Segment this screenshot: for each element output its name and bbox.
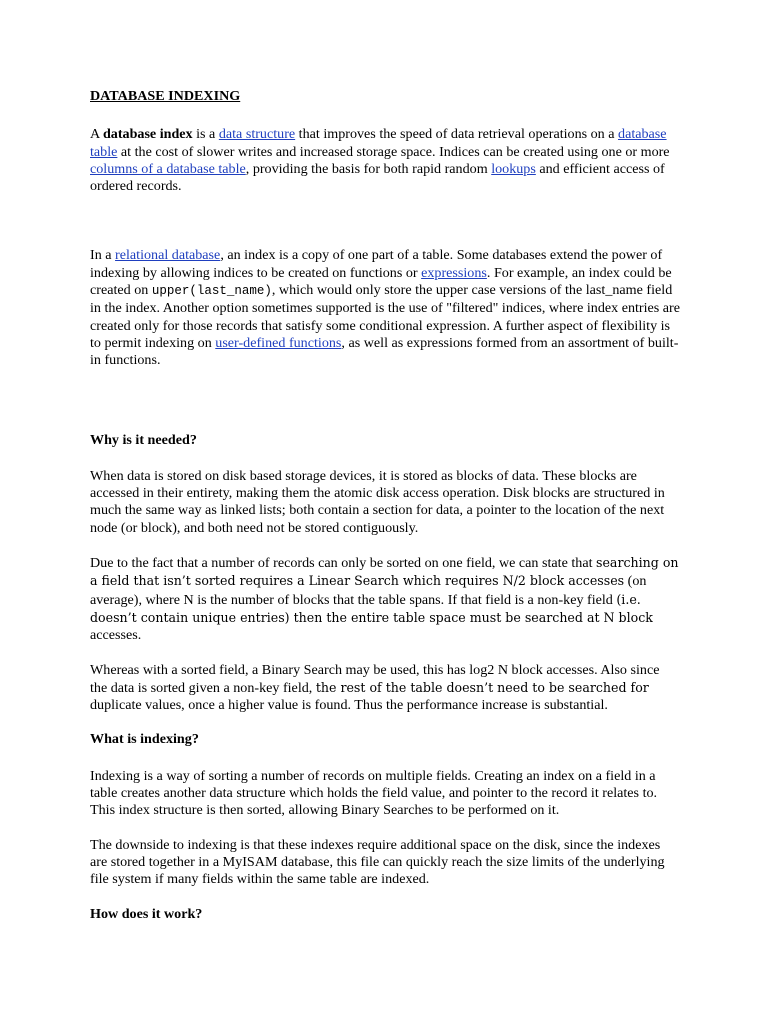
why-text: accesses. — [90, 627, 142, 644]
intro-text: and efficient access of ordered records. — [90, 160, 665, 195]
intro-bold-term: database index — [102, 126, 193, 143]
intro-text: that improves the speed of data retrieval operations on a — [295, 126, 619, 143]
code-snippet: upper(last_name) — [151, 284, 272, 299]
what-paragraph-1: Indexing is a way of sorting a number of records on multiple fields. Creating an index on a field in a table creates another data structure which holds the field value, and pointer to the record it relates to. This index structure is then sorted, allowing Binary Searches to be performed on it. — [90, 767, 658, 819]
relational-text: In a — [90, 247, 116, 264]
why-text: (on average), where N is the number of blocks that the table spans. If that field is a non-key field — [90, 573, 647, 608]
relational-text: . For example, an index could be created on — [90, 264, 672, 299]
what-paragraph-2: The downside to indexing is that these indexes require additional space on the disk, since the indexes are stored together in a MyISAM database, this file can quickly reach the size limits of the underlying file system if many fields within the same table are indexed. — [90, 836, 665, 888]
intro-text: A — [90, 126, 103, 143]
why-paragraph-1: When data is stored on disk based storage devices, it is stored as blocks of data. These blocks are accessed in their entirety, making them the atomic disk access operation. Disk blocks are structured in much the same way as linked lists; both contain a section for data, a pointer to the location of the next node (or block), and both need not be stored contiguously. — [90, 467, 665, 536]
why-text: duplicate values, once a higher value is found. Thus the performance increase is substantial. — [90, 697, 608, 714]
link-lookups[interactable]: lookups — [491, 160, 536, 177]
section-heading-why: Why is it needed? — [90, 431, 197, 448]
link-relational-database[interactable]: relational database — [115, 247, 221, 264]
intro-text: is a — [192, 126, 219, 143]
why-text: Whereas with a sorted field, a Binary Search may be used, this has log2 N block accesses. Also since the data is sorted given a non-key field, — [90, 661, 660, 696]
relational-paragraph — [90, 247, 680, 369]
relational-text: , as well as expressions formed from an assortment of built-in functions. — [90, 334, 679, 369]
why-paragraph-2 — [90, 554, 680, 644]
why-text-alt: searching on a field that isn’t sorted requires a Linear Search which requires N/2 block accesses — [90, 555, 679, 589]
intro-text: , providing the basis for both rapid random — [245, 160, 492, 177]
page-title: DATABASE INDEXING — [90, 88, 241, 104]
why-text-alt: the rest of the table doesn’t need to be searched for — [315, 679, 649, 695]
why-paragraph-3 — [90, 662, 680, 715]
relational-text: , which would only store the upper case versions of the last_name field in the index. Another option sometimes supported is the use of "filtered" indices, where index entries are created only for those records that satisfy some conditional expression. A further aspect of flexibility is to permit indexing on — [90, 282, 680, 351]
section-heading-how: How does it work? — [90, 905, 203, 922]
intro-paragraph — [90, 126, 680, 195]
why-text-alt: (i.e. doesn’t contain unique entries) then the entire table space must be searched at N block — [90, 591, 653, 625]
intro-text: at the cost of slower writes and increased storage space. Indices can be created using one or more — [117, 143, 670, 160]
link-database-table[interactable]: database table — [90, 126, 667, 160]
link-columns-of-database-table[interactable]: columns of a database table — [90, 160, 246, 177]
link-user-defined-functions[interactable]: user-defined functions — [215, 334, 342, 351]
section-heading-what: What is indexing? — [90, 731, 199, 748]
document-body — [90, 88, 680, 923]
why-text: Due to the fact that a number of records can only be sorted on one field, we can state that — [90, 555, 597, 572]
link-data-structure[interactable]: data structure — [218, 126, 296, 143]
link-expressions[interactable]: expressions — [421, 264, 487, 281]
relational-text: , an index is a copy of one part of a table. Some databases extend the power of indexing by allowing indices to be created on functions or — [90, 247, 663, 281]
